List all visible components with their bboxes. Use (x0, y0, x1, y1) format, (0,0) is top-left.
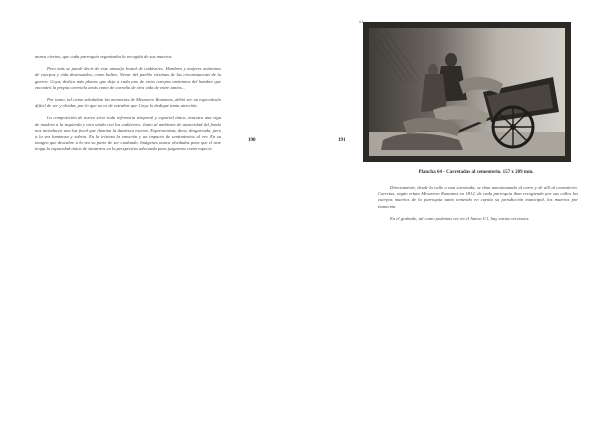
paragraph: En el grabado, tal como podemos ver en el Anexo V.1, hay varias versiones. (390, 215, 530, 221)
paragraph: muros ciertos; que cada parroquia organizaba la recogida de sus muertos. (35, 54, 173, 59)
paragraph: Directamente, desde la calle a una carretada, se iban amontonando al carro y de allí al cementerio. Carretas, según relata Mesonero Romanos en 1812, de cada parroquia iban recogiendo por sus calles los cuerpos muertos de la parroquia tanto teniendo en cuenta su jurisdicción municipal, los muertos por inanición. (378, 185, 578, 209)
right-page (300, 0, 600, 424)
figure-caption: Plancha 64 - Carretadas al cementerio. 157 x 209 mm. (418, 170, 534, 175)
paragraph: Por tanto, tal como señalaban las memorias de Mesonero Romanos, debió ser un espectáculo difícil de ver y olvidar, por lo que no es de extrañar que Goya lo dedique tanta atención. (35, 97, 221, 109)
page-number-right: 191 (338, 138, 346, 143)
etching-image (363, 22, 571, 162)
etching-illustration (363, 22, 571, 162)
page-number-left: 190 (248, 138, 256, 143)
left-page-text (35, 54, 221, 159)
paragraph: La composición de nuevo sirve toda referencia temporal y espacial única, muestra una viga de madera a la izquierda y otra unida con los cadáveres. Junto al ambiente de austeridad del fondo nos introducen una luz focal que ilumina la dantesca escena. Expresionista, dura, desgarrada, pero a la vez luminosa y sobria. En la tristeza la emoción y un impacto de sentimientos al ver. En su imagen que descubre a la vez su parte de ser cuidando. Imágenes nunca olvidadas para que el arte tenga la capacidad única de situarnos en la perspectiva adecuada para juzgarnos como especie. (35, 115, 221, 152)
paragraph: Pero más se puede decir de este amasijo brutal de cadáveres. Hombres y mujeres anónimos de cuerpos y vida destrozados, como bultos. Nevar del pueblo víctimas de las circunstancias de la guerra. Goya, dedica más planos que deja a cada uno de estos cuerpos anónimos del hambre que encontró la propia carretela atrás como de carroña de otra vida de entre tantos... (35, 66, 221, 90)
right-page-text (378, 185, 578, 228)
plate-number-label: 64 (359, 19, 364, 24)
